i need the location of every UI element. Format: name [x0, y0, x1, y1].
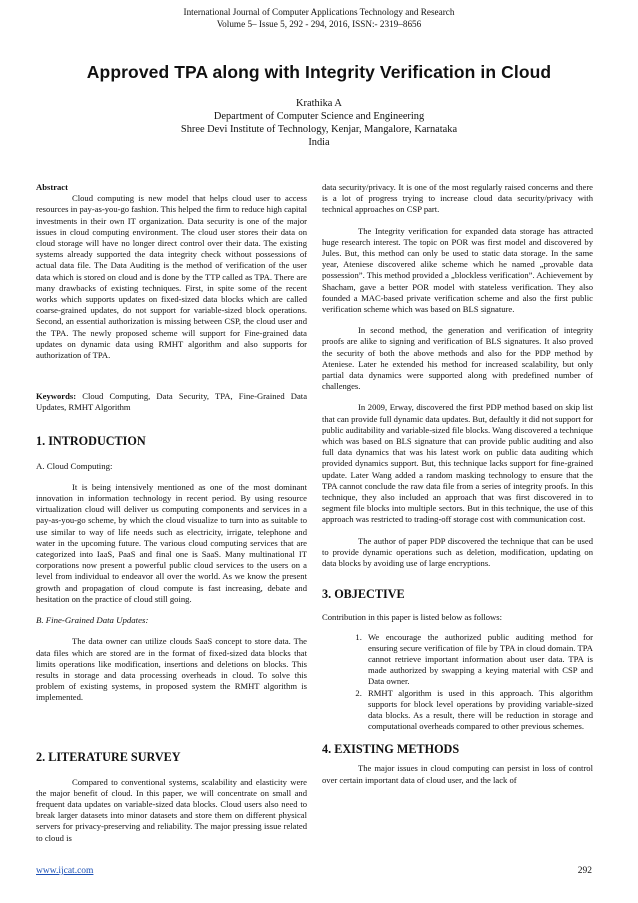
paragraph-literature-2: The Integrity verification for expanded data storage has attracted huge research interest. The topic on POR was first model and discovered by Jules. But, this method can only be used to static data storage. In the same year, Ateniese discovered alike scheme which he named „provable data possession”. This method provided a „blockless verification”. Achievement by Shacham, gave a better POR model with stateless verification. They also founded a MAC-based private verification scheme and also the first public verification scheme which was based on BLS signature. — [322, 225, 593, 315]
paper-title: Approved TPA along with Integrity Verification in Cloud — [86, 62, 552, 82]
keywords-text: Cloud Computing, Data Security, TPA, Fine-Grained Data Updates, RMHT Algorithm — [36, 391, 308, 413]
objective-list — [322, 632, 593, 733]
paragraph-literature-4: In 2009, Erway, discovered the first PDP method based on skip list that can provide full dynamic data updates. But, defaultly it did not support for public auditability and variable-sized file blocks. Wang discovered a technique which was based on BLS signature that can provide public auditing and also full data dynamics that was his latest work on public data auditing which provided dynamics support. But, this technique lacks support for fine-grained update. Later Wang added a random masking technology to ensure that the TPA cannot conclude the raw data file from a series of integrity proofs. In this technique, they also included an approach that was first discovered in to segment file blocks into multiple sectors. But in this technique, the use of this approach was restricted to trading-off storage cost with communication cost. — [322, 402, 593, 525]
page-number: 292 — [577, 866, 592, 876]
journal-name: International Journal of Computer Applications Technology and Research — [183, 7, 455, 17]
objective-intro: Contribution in this paper is listed below as follows: — [322, 612, 502, 623]
paragraph-literature-1-continued: data security/privacy. It is one of the most regularly raised concerns and there is a lot of progress trying to increase cloud data security/privacy with technical approaches on CSP part. — [322, 182, 593, 215]
left-column — [36, 182, 307, 844]
section-heading-literature: 2. LITERATURE SURVEY — [36, 749, 181, 764]
subsection-fine-grained: B. Fine-Grained Data Updates: — [36, 615, 149, 626]
paragraph-literature-3: In second method, the generation and verification of integrity proofs are alike to signing and verification of BLS signatures. It also proved the security of both the above methods and also for the PDP method by Ateniese. Later he extended his method for increased scalability, but only partial data dynamics were supported along with predefined number of challenges. — [322, 325, 593, 392]
list-item: 1. We encourage the authorized public auditing method for ensuring secure verification of file by TPA in cloud domain. TPA cannot retrieve important information about user data. TPA is made authorized by swapping a keying material with CSP and Data owner. — [364, 632, 593, 688]
author-country: India — [308, 137, 330, 148]
author-institute: Shree Devi Institute of Technology, Kenjar, Mangalore, Karnataka — [180, 124, 458, 135]
right-column — [322, 182, 593, 786]
journal-website-link[interactable]: www.ijcat.com — [36, 866, 94, 876]
body-columns — [36, 182, 604, 852]
page-footer — [36, 866, 604, 876]
abstract-text: Cloud computing is new model that helps cloud user to access resources in pay-as-you-go fashion. This helped the firm to reduce high capital investments in their own IT organization. Data security is one of the major issues in cloud computing environment. The cloud user stores their data on cloud storage will have no longer direct control over their data. The existing systems already supported the data integrity check without possessions of actual data file. The Data Auditing is the method of verification of the user data which is stored on cloud and is done by the TTP called as TPA. There are many drawbacks of existing techniques. First, in spite some of the recent works which supports updates on fixed-sized data blocks which are called coarse-grained updates, do not support for variable-sized block operations. Second, an essential authorization is missing between CSP, the cloud user and the TPA. The newly proposed scheme will support for Fine-grained data updates on dynamic data using RMHT algorithm and also supports for authorization of TPA. — [36, 193, 307, 361]
paragraph-existing-methods: The major issues in cloud computing can persist in loss of control over certain important data of cloud user, and the lack of — [322, 763, 593, 785]
paragraph-literature-1: Compared to conventional systems, scalability and elasticity were the major benefit of cloud. In this paper, we will concentrate on small and frequent data updates on variable-sized data blocks. Cloud users also need to break larger datasets into minor datasets and store them on different physical servers for privacy-preserving and reliability. The major pressing issue related to cloud is — [36, 776, 307, 843]
section-heading-introduction: 1. INTRODUCTION — [36, 433, 146, 448]
subsection-cloud-computing: A. Cloud Computing: — [36, 460, 113, 471]
abstract-heading: Abstract — [36, 182, 68, 192]
paragraph-literature-5: The author of paper PDP discovered the technique that can be used to provide dynamic operations such as deletion, modification, updating on data blocks by avoiding use of large encryptions. — [322, 535, 593, 569]
author-department: Department of Computer Science and Engineering — [213, 111, 425, 122]
section-heading-objective: 3. OBJECTIVE — [322, 587, 405, 602]
list-item: 2. RMHT algorithm is used in this approach. This algorithm supports for block level operations by providing variable-sized data blocks. As a result, there will be reduction in storage and computational overheads compared to other previous schemes. — [364, 688, 593, 733]
author-name: Krathika A — [296, 98, 342, 109]
journal-header — [0, 0, 638, 30]
author-block — [0, 97, 638, 149]
section-heading-existing-methods: 4. EXISTING METHODS — [322, 742, 460, 757]
keywords-label: Keywords: — [36, 391, 77, 402]
paragraph-cloud-computing: It is being intensively mentioned as one of the most dominant innovation in information technology in recent period. By using resource virtualization cloud will deliver us computing components and services in a pay-as-you-go scheme, by which the cloud visualize to turn into as suitable to use similar to way of life needs such as electricity, irrigate, telephone and water in the upcoming future. The various cloud computing services that are categorized into IaaS, PaaS and final one is SaaS. Many multinational IT corporations now present a powerful public cloud services to the users on a level from individual to endeavor all over the world. As we know the present growth and propagation of cloud compute is fast increasing, debate and hesitation on the practice of cloud still going. — [36, 481, 307, 604]
journal-volume: Volume 5– Issue 5, 292 - 294, 2016, ISSN:- 2319–8656 — [216, 19, 422, 29]
paragraph-fine-grained: The data owner can utilize clouds SaaS concept to store data. The data files which are stored are in the format of fixed-sized data blocks that limits operations like modification, insertions and deletions on blocks. This results in storage and data processing overheads in cloud. To solve this problem of existing systems, in proposed system the RMHT algorithm is implemented. — [36, 636, 307, 703]
keywords — [36, 391, 307, 413]
